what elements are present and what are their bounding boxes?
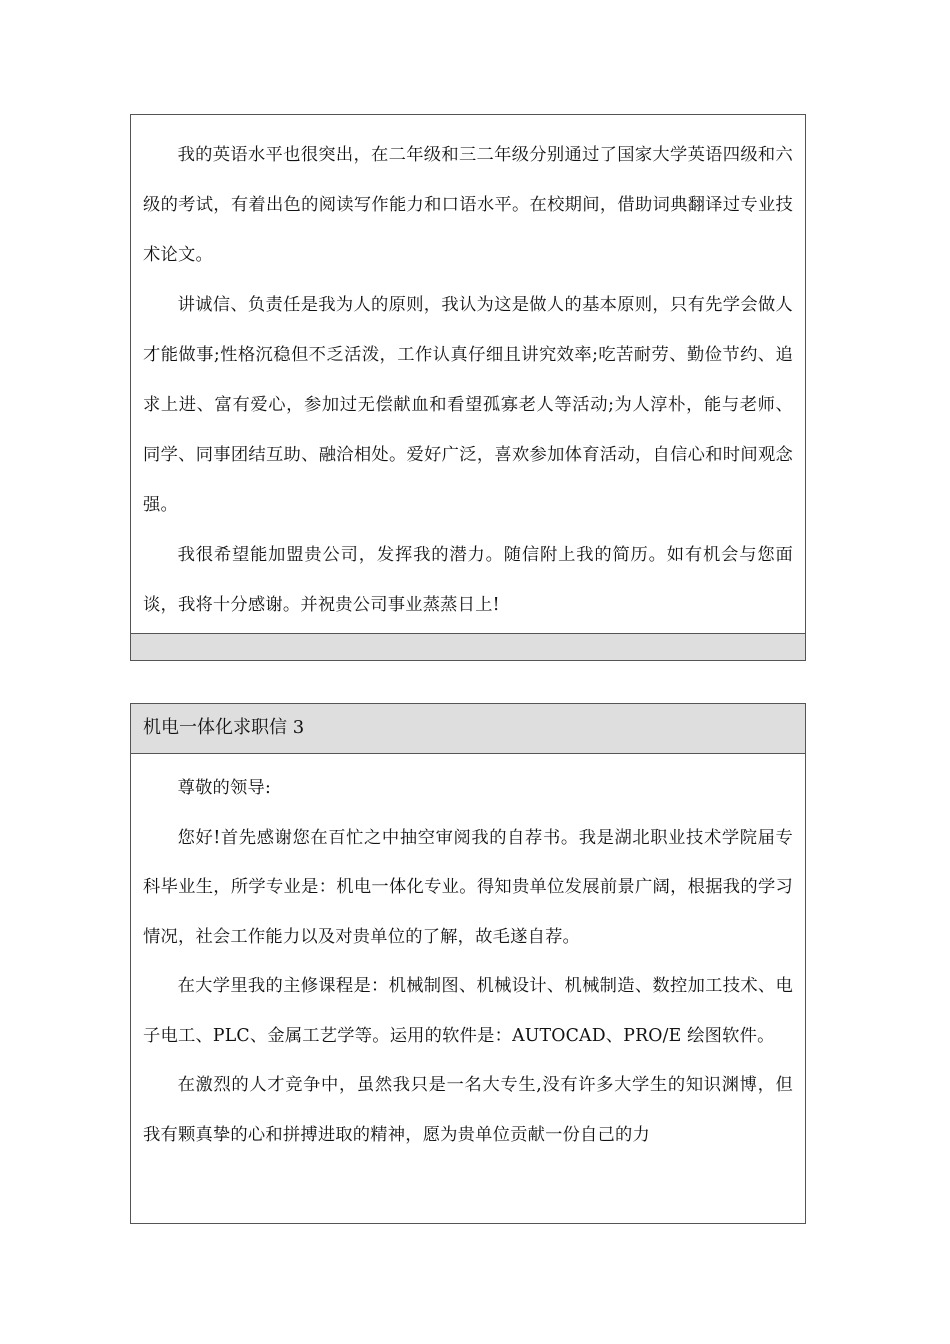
section-title: 机电一体化求职信 3	[131, 704, 805, 754]
letter-section-continued	[130, 114, 806, 661]
paragraph-greeting: 您好!首先感谢您在百忙之中抽空审阅我的自荐书。我是湖北职业技术学院届专科毕业生，所学专业是：机电一体化专业。得知贵单位发展前景广阔，根据我的学习情况，社会工作能力以及对贵单位的了解，故毛遂自荐。	[143, 827, 793, 947]
section-footer-bar	[131, 633, 805, 660]
paragraph-salutation: 尊敬的领导:	[177, 778, 272, 798]
paragraph-courses: 在大学里我的主修课程是：机械制图、机械设计、机械制造、数控加工技术、电子电工、PLC、金属工艺学等。运用的软件是：AUTOCAD、PRO/E 绘图软件。	[143, 976, 793, 1046]
paragraph-closing: 我很希望能加盟贵公司，发挥我的潜力。随信附上我的简历。如有机会与您面谈，我将十分感谢。并祝贵公司事业蒸蒸日上!	[143, 545, 793, 615]
letter-section-3	[130, 703, 806, 1224]
section-body	[131, 754, 805, 1160]
paragraph-personality: 讲诚信、负责任是我为人的原则，我认为这是做人的基本原则，只有先学会做人才能做事;性格沉稳但不乏活泼，工作认真仔细且讲究效率;吃苦耐劳、勤俭节约、追求上进、富有爱心，参加过无偿献血和看望孤寡老人等活动;为人淳朴，能与老师、同学、同事团结互助、融洽相处。爱好广泛，喜欢参加体育活动，自信心和时间观念强。	[143, 295, 793, 515]
paragraph-competition: 在激烈的人才竞争中，虽然我只是一名大专生,没有许多大学生的知识渊博，但我有颗真挚的心和拼搏进取的精神，愿为贵单位贡献一份自己的力	[143, 1075, 793, 1145]
section-body	[131, 115, 805, 630]
paragraph-english-skills: 我的英语水平也很突出，在二年级和三二年级分别通过了国家大学英语四级和六级的考试，有着出色的阅读写作能力和口语水平。在校期间，借助词典翻译过专业技术论文。	[143, 145, 793, 265]
